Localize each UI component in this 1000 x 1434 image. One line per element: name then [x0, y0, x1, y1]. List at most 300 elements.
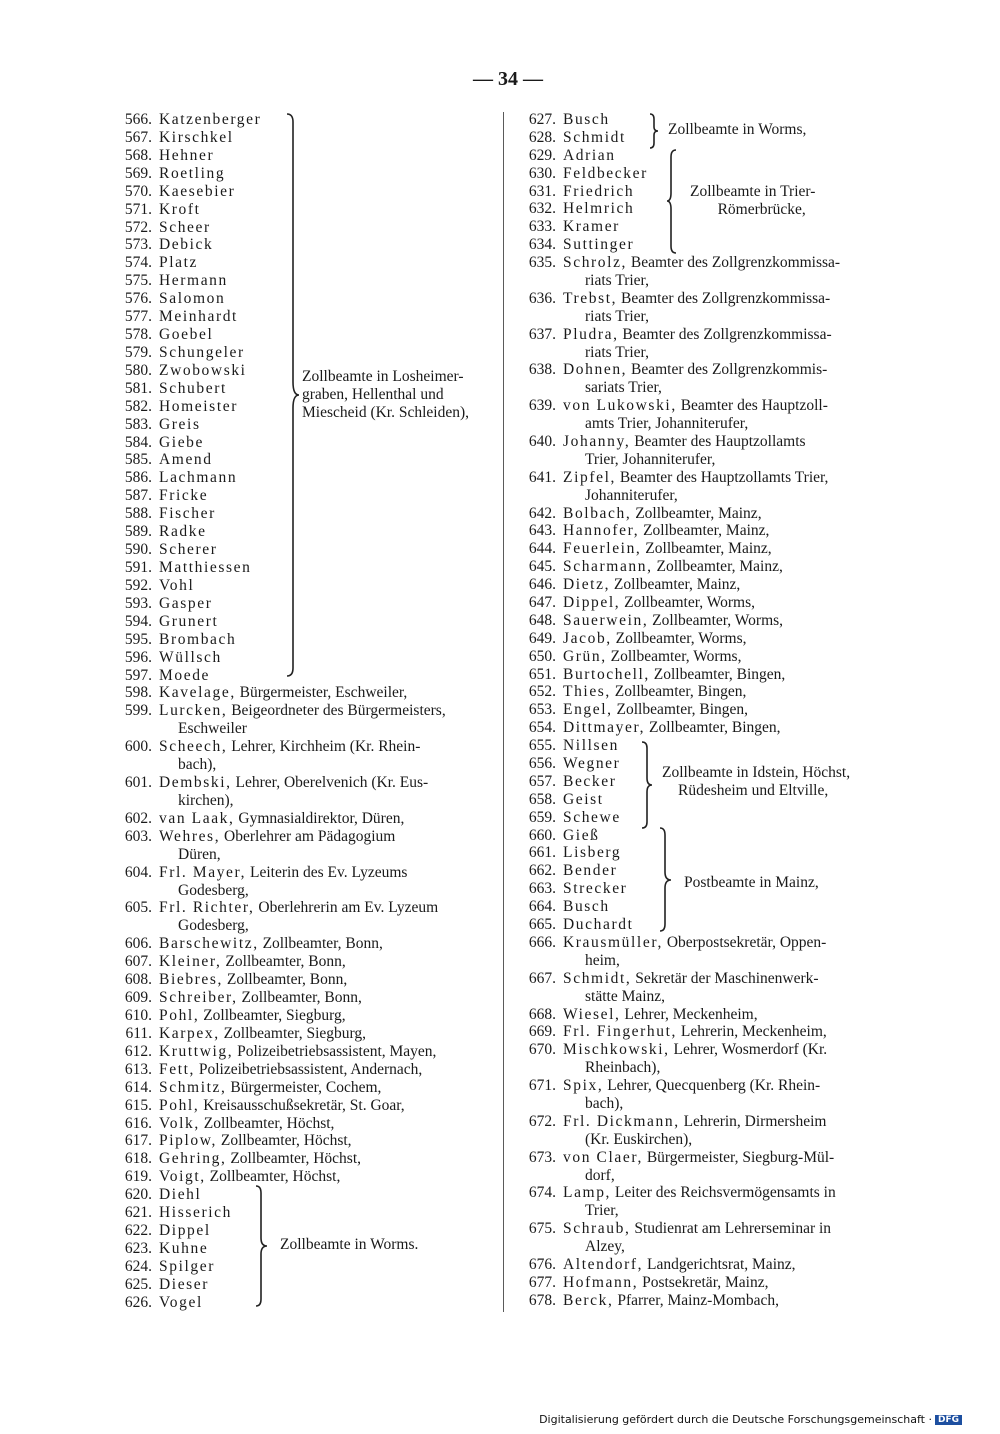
entry-number: 665. — [528, 916, 556, 934]
entry-number: 675. — [528, 1220, 556, 1238]
list-entry — [108, 577, 194, 595]
list-entry-continuation — [585, 272, 649, 290]
list-entry — [108, 1079, 381, 1097]
entry-details: Zollbeamter, Worms, — [611, 629, 747, 647]
entry-name: Wehres, — [159, 827, 221, 845]
entry-details: Zollbeamter, Bingen, — [649, 665, 786, 683]
group-label-line: Zollbeamte in Trier- — [690, 183, 816, 200]
entry-number: 577. — [124, 308, 152, 326]
list-entry — [108, 487, 208, 505]
list-entry — [512, 165, 648, 183]
entry-name: Strecker — [563, 880, 628, 898]
entry-number: 652. — [528, 683, 556, 701]
list-entry — [108, 236, 213, 254]
entry-number: 590. — [124, 541, 152, 559]
list-entry — [512, 970, 819, 988]
entry-name: Kramer — [563, 218, 620, 236]
list-entry — [108, 774, 428, 792]
list-entry — [512, 1113, 826, 1131]
entry-number: 576. — [124, 290, 152, 308]
entry-details: Beamter des Hauptzollamts — [630, 433, 806, 451]
entry-number: 669. — [528, 1023, 556, 1041]
list-entry — [108, 1007, 346, 1025]
entry-number: 600. — [124, 738, 152, 756]
entry-name: Kuhne — [159, 1239, 209, 1257]
entry-number: 636. — [528, 289, 556, 307]
entry-name: von Lukowski, — [563, 397, 677, 415]
entry-number: 654. — [528, 719, 556, 737]
entry-number: 611. — [125, 1024, 152, 1042]
entry-name: Fricke — [159, 487, 209, 505]
entry-number: 617. — [124, 1132, 152, 1150]
list-entry — [512, 183, 634, 201]
list-entry — [512, 361, 827, 379]
entry-details: bach), — [178, 756, 217, 774]
entry-details: stätte Mainz, — [585, 987, 666, 1005]
list-entry — [108, 1150, 361, 1168]
entry-details: Zollbeamter, Höchst, — [205, 1168, 341, 1186]
entry-details: Zollbeamter, Siegburg, — [219, 1024, 367, 1042]
entry-details: Postsekretär, Mainz, — [638, 1273, 769, 1291]
entry-number: 639. — [528, 397, 556, 415]
entry-name: Frl. Mayer, — [159, 863, 247, 881]
list-entry — [512, 1184, 836, 1202]
entry-number: 583. — [124, 415, 152, 433]
entry-details: Beamter des Zollgrenzkommissa- — [617, 289, 831, 307]
list-entry — [108, 667, 210, 685]
entry-name: Roetling — [159, 164, 226, 182]
entry-name: Schrolz, — [563, 254, 628, 272]
entry-details: Alzey, — [585, 1238, 625, 1256]
entry-number: 601. — [124, 774, 152, 792]
list-entry — [108, 416, 201, 434]
entry-number: 580. — [124, 361, 152, 379]
entry-details: Beamter des Zollgrenzkommis- — [627, 361, 828, 379]
list-entry — [108, 523, 207, 541]
entry-number: 608. — [124, 971, 152, 989]
list-entry-continuation — [585, 988, 665, 1006]
entry-details: Landgerichtsrat, Mainz, — [643, 1255, 796, 1273]
entry-number: 591. — [124, 559, 152, 576]
entry-number: 572. — [124, 218, 152, 236]
entry-number: 660. — [528, 826, 556, 844]
entry-number: 676. — [528, 1255, 556, 1273]
entry-name: Bolbach, — [563, 504, 632, 522]
list-entry-continuation — [585, 1059, 660, 1077]
list-entry — [512, 236, 634, 254]
list-entry — [512, 612, 783, 630]
entry-details: Zollbeamter, Höchst, — [226, 1150, 362, 1168]
entry-number: 651. — [528, 665, 556, 683]
group-label-line: Römerbrücke, — [717, 201, 806, 218]
entry-number: 566. — [124, 111, 152, 128]
list-entry — [108, 684, 407, 702]
entry-number: 586. — [124, 469, 152, 487]
list-entry — [108, 219, 211, 237]
list-entry — [512, 147, 616, 165]
entry-details: Bürgermeister, Eschweiler, — [235, 684, 408, 702]
entry-name: Brombach — [159, 630, 237, 648]
list-entry — [108, 165, 225, 183]
entry-details: Eschweiler — [178, 720, 247, 738]
entry-details: Bürgermeister, Cochem, — [226, 1078, 382, 1096]
right-brace — [254, 1184, 274, 1310]
entry-number: 621. — [124, 1204, 152, 1222]
entry-name: von Claer, — [563, 1148, 643, 1166]
entry-name: Bender — [563, 862, 618, 880]
list-entry-continuation — [585, 1167, 615, 1185]
entry-number: 635. — [528, 254, 556, 272]
entry-name: Dieser — [159, 1275, 210, 1293]
entry-details: Beamter des Zollgrenzkommissa- — [627, 254, 841, 272]
entry-number: 570. — [124, 182, 152, 200]
list-entry — [108, 1294, 203, 1312]
list-entry — [512, 200, 634, 218]
entry-name: Sauerwein, — [563, 611, 649, 629]
entry-number: 668. — [528, 1005, 556, 1023]
list-entry — [108, 1097, 405, 1115]
list-entry-continuation — [178, 756, 216, 774]
list-entry — [512, 737, 619, 755]
list-entry-continuation — [585, 379, 662, 397]
group-label — [280, 1236, 418, 1254]
entry-name: Frl. Fingerhut, — [563, 1023, 677, 1041]
list-entry — [512, 827, 600, 845]
entry-name: Zwobowski — [159, 361, 247, 379]
entry-name: Gasper — [159, 594, 213, 612]
entry-details: Rheinbach), — [585, 1059, 661, 1077]
entry-number: 644. — [528, 540, 556, 558]
entry-name: Debick — [159, 236, 214, 254]
entry-number: 613. — [124, 1060, 152, 1078]
group-label-line: Zollbeamte in Worms. — [280, 1236, 419, 1253]
list-entry-continuation — [585, 952, 620, 970]
list-entry — [512, 666, 785, 684]
entry-number: 645. — [528, 558, 556, 576]
entry-number: 627. — [528, 111, 556, 128]
entry-number: 602. — [124, 809, 152, 827]
entry-number: 663. — [528, 880, 556, 898]
entry-details: Zollbeamter, Worms, — [648, 611, 784, 629]
entry-number: 604. — [124, 863, 152, 881]
entry-name: Hannofer, — [563, 522, 640, 540]
group-label — [662, 764, 850, 800]
list-entry — [108, 1258, 215, 1276]
entry-name: Berck, — [563, 1291, 614, 1309]
list-entry — [512, 719, 781, 737]
entry-number: 631. — [528, 182, 556, 200]
list-entry-continuation — [178, 917, 249, 935]
entry-name: Dietz, — [563, 576, 611, 594]
entry-details: Beamter des Zollgrenzkommissa- — [618, 325, 832, 343]
entry-number: 655. — [528, 737, 556, 755]
entry-details: Zollbeamter, Bingen, — [645, 719, 781, 737]
entry-number: 593. — [124, 594, 152, 612]
list-entry — [512, 1041, 827, 1059]
entry-name: Spix, — [563, 1077, 604, 1095]
list-entry — [108, 1222, 211, 1240]
list-entry — [108, 1204, 232, 1222]
entry-details: heim, — [585, 951, 620, 969]
entry-details: Zollbeamter, Worms, — [606, 647, 742, 665]
list-entry — [108, 953, 346, 971]
entry-name: Frl. Dickmann, — [563, 1112, 680, 1130]
entry-number: 640. — [528, 433, 556, 451]
entry-details: Beigeordneter des Bürgermeisters, — [227, 702, 446, 720]
entry-details: sariats Trier, — [585, 379, 662, 397]
entry-number: 597. — [124, 666, 152, 684]
entry-details: riats Trier, — [585, 307, 649, 325]
entry-number: 567. — [124, 128, 152, 146]
entry-name: Helmrich — [563, 200, 635, 218]
entry-number: 598. — [124, 684, 152, 702]
entry-name: Voigt, — [159, 1168, 206, 1186]
list-entry — [108, 451, 213, 469]
entry-name: Scheech, — [159, 738, 228, 756]
list-entry — [108, 380, 227, 398]
entry-name: Frl. Richter, — [159, 899, 255, 917]
entry-number: 573. — [124, 236, 152, 254]
group-label-line: Postbeamte in Mainz, — [684, 874, 819, 891]
entry-details: Lehrerin, Dirmersheim — [679, 1112, 827, 1130]
entry-name: Engel, — [563, 701, 613, 719]
entry-number: 656. — [528, 755, 556, 773]
entry-number: 638. — [528, 361, 556, 379]
entry-details: Zollbeamter, Bonn, — [258, 935, 383, 953]
list-entry — [108, 935, 383, 953]
list-entry — [512, 1292, 779, 1310]
list-entry — [512, 791, 604, 809]
entry-number: 664. — [528, 898, 556, 916]
entry-number: 662. — [528, 862, 556, 880]
entry-details: dorf, — [585, 1166, 615, 1184]
entry-details: Lehrerin, Meckenheim, — [677, 1023, 827, 1041]
group-label-line: Zollbeamte in Worms, — [668, 121, 807, 138]
column-divider — [503, 112, 504, 1312]
entry-number: 624. — [124, 1257, 152, 1275]
entry-name: Lurcken, — [159, 702, 228, 720]
entry-details: Trier, Johanniterufer, — [585, 450, 716, 468]
entry-name: Schubert — [159, 379, 227, 397]
entry-number: 599. — [124, 702, 152, 720]
entry-details: Zollbeamter, Höchst, — [217, 1132, 352, 1150]
entry-name: Schewe — [563, 808, 621, 826]
list-entry — [108, 613, 218, 631]
list-entry — [512, 397, 828, 415]
entry-number: 670. — [528, 1041, 556, 1059]
group-label — [690, 183, 815, 219]
list-entry — [108, 649, 222, 667]
list-entry — [512, 469, 828, 487]
entry-number: 658. — [528, 790, 556, 808]
entry-name: Piplow, — [159, 1132, 217, 1150]
entry-name: Dippel — [159, 1222, 211, 1240]
entry-details: Bürgermeister, Siegburg-Mül- — [642, 1148, 835, 1166]
list-entry — [108, 326, 213, 344]
entry-details: Oberpostsekretär, Oppen- — [662, 933, 827, 951]
list-entry — [512, 576, 740, 594]
entry-number: 610. — [124, 1007, 152, 1024]
entry-number: 589. — [124, 523, 152, 541]
entry-number: 642. — [528, 504, 556, 522]
entry-number: 622. — [124, 1222, 152, 1240]
entry-number: 649. — [528, 629, 556, 647]
entry-number: 674. — [528, 1184, 556, 1202]
list-entry — [512, 1220, 831, 1238]
list-entry — [108, 111, 261, 129]
list-entry — [108, 1168, 340, 1186]
entry-details: Studienrat am Lehrerseminar in — [630, 1220, 832, 1238]
entry-number: 594. — [124, 612, 152, 630]
entry-number: 612. — [124, 1042, 152, 1060]
list-entry — [512, 1274, 768, 1292]
entry-name: Vohl — [159, 576, 195, 594]
entry-number: 581. — [124, 379, 152, 397]
entry-name: Radke — [159, 523, 207, 541]
entry-name: Kruttwig, — [159, 1042, 234, 1060]
entry-name: Kroft — [159, 200, 201, 218]
list-entry — [512, 1256, 796, 1274]
entry-name: Kleiner, — [159, 953, 222, 971]
entry-name: Kavelage, — [159, 684, 236, 702]
entry-number: 678. — [528, 1291, 556, 1309]
entry-name: Karpex, — [159, 1024, 220, 1042]
list-entry — [512, 522, 769, 540]
entry-number: 641. — [528, 468, 556, 486]
entry-name: Lachmann — [159, 469, 238, 487]
entry-details: Godesberg, — [178, 881, 249, 899]
entry-number: 671. — [528, 1077, 556, 1095]
list-entry — [512, 254, 840, 272]
entry-name: Hermann — [159, 272, 228, 290]
list-entry — [108, 828, 395, 846]
entry-number: 647. — [528, 594, 556, 612]
entry-name: Krausmüller, — [563, 933, 663, 951]
entry-number: 587. — [124, 487, 152, 505]
list-entry — [108, 702, 446, 720]
right-brace — [658, 826, 678, 934]
entry-name: Scherer — [159, 541, 218, 559]
entry-number: 657. — [528, 772, 556, 790]
list-entry-continuation — [585, 415, 748, 433]
entry-name: Goebel — [159, 326, 214, 344]
list-entry — [108, 541, 218, 559]
entry-details: (Kr. Euskirchen), — [585, 1130, 693, 1148]
footer-credit — [539, 1413, 962, 1426]
entry-details: Düren, — [178, 845, 221, 863]
list-entry-continuation — [585, 487, 678, 505]
list-entry — [512, 1006, 758, 1024]
list-entry-continuation — [585, 1131, 692, 1149]
list-entry — [108, 989, 362, 1007]
entry-name: Dittmayer, — [563, 719, 646, 737]
entry-details: amts Trier, Johanniterufer, — [585, 415, 749, 433]
list-entry — [512, 755, 620, 773]
entry-name: Salomon — [159, 290, 226, 308]
entry-number: 606. — [124, 935, 152, 953]
list-entry — [512, 773, 617, 791]
group-label — [684, 874, 819, 892]
entry-details: riats Trier, — [585, 343, 649, 361]
list-entry-continuation — [178, 720, 247, 738]
entry-details: riats Trier, — [585, 272, 649, 289]
entry-number: 579. — [124, 343, 152, 361]
entry-name: Becker — [563, 772, 617, 790]
list-entry — [512, 648, 741, 666]
list-entry-continuation — [585, 451, 715, 469]
entry-details: Zollbeamter, Bingen, — [610, 683, 747, 701]
list-entry — [108, 362, 247, 380]
entry-number: 569. — [124, 164, 152, 182]
entry-number: 620. — [124, 1186, 152, 1204]
entry-number: 574. — [124, 254, 152, 272]
list-entry — [512, 809, 621, 827]
list-entry — [108, 434, 204, 452]
entry-details: Beamter des Hauptzoll- — [676, 397, 828, 415]
entry-name: Schmidt, — [563, 969, 632, 987]
list-entry-continuation — [585, 1202, 619, 1220]
list-entry — [512, 1077, 820, 1095]
entry-number: 584. — [124, 433, 152, 451]
list-entry-continuation — [585, 308, 649, 326]
list-entry — [512, 898, 610, 916]
entry-name: Dembski, — [159, 774, 232, 792]
list-entry — [512, 1149, 834, 1167]
entry-number: 643. — [528, 522, 556, 540]
entry-number: 629. — [528, 146, 556, 164]
list-entry — [108, 147, 214, 165]
entry-number: 568. — [124, 146, 152, 164]
entry-number: 673. — [528, 1148, 556, 1166]
entry-name: Scharmann, — [563, 558, 653, 576]
entry-name: Burtochell, — [563, 665, 650, 683]
entry-number: 626. — [124, 1293, 152, 1311]
entry-name: Gieß — [563, 826, 600, 844]
entry-details: Lehrer, Kirchheim (Kr. Rhein- — [227, 738, 421, 756]
list-entry — [108, 1132, 352, 1150]
list-entry — [108, 183, 235, 201]
entry-name: Schraub, — [563, 1220, 631, 1238]
entry-number: 677. — [528, 1273, 556, 1291]
entry-number: 625. — [124, 1275, 152, 1293]
entry-name: Fischer — [159, 505, 216, 523]
entry-details: Pfarrer, Mainz-Mombach, — [613, 1291, 779, 1309]
entry-name: Amend — [159, 451, 213, 469]
entry-name: Busch — [563, 898, 610, 916]
entry-name: Wegner — [563, 755, 621, 773]
entry-number: 653. — [528, 701, 556, 719]
entry-name: Moede — [159, 666, 211, 684]
entry-name: Katzenberger — [159, 111, 262, 128]
entry-number: 609. — [124, 989, 152, 1007]
list-entry — [108, 272, 228, 290]
list-entry — [108, 308, 238, 326]
entry-number: 632. — [528, 200, 556, 218]
entry-details: Johanniterufer, — [585, 486, 678, 504]
entry-name: Kaesebier — [159, 182, 236, 200]
entry-details: Zollbeamter, Bingen, — [612, 701, 749, 719]
entry-details: Godesberg, — [178, 917, 249, 935]
entry-name: Nillsen — [563, 737, 619, 755]
entry-details: Zollbeamter, Mainz, — [652, 558, 783, 576]
entry-name: Busch — [563, 111, 610, 128]
list-entry — [108, 1025, 366, 1043]
entry-number: 578. — [124, 326, 152, 344]
entry-name: Meinhardt — [159, 308, 238, 326]
list-entry — [512, 111, 610, 129]
entry-name: Jacob, — [563, 629, 612, 647]
list-entry — [108, 254, 198, 272]
